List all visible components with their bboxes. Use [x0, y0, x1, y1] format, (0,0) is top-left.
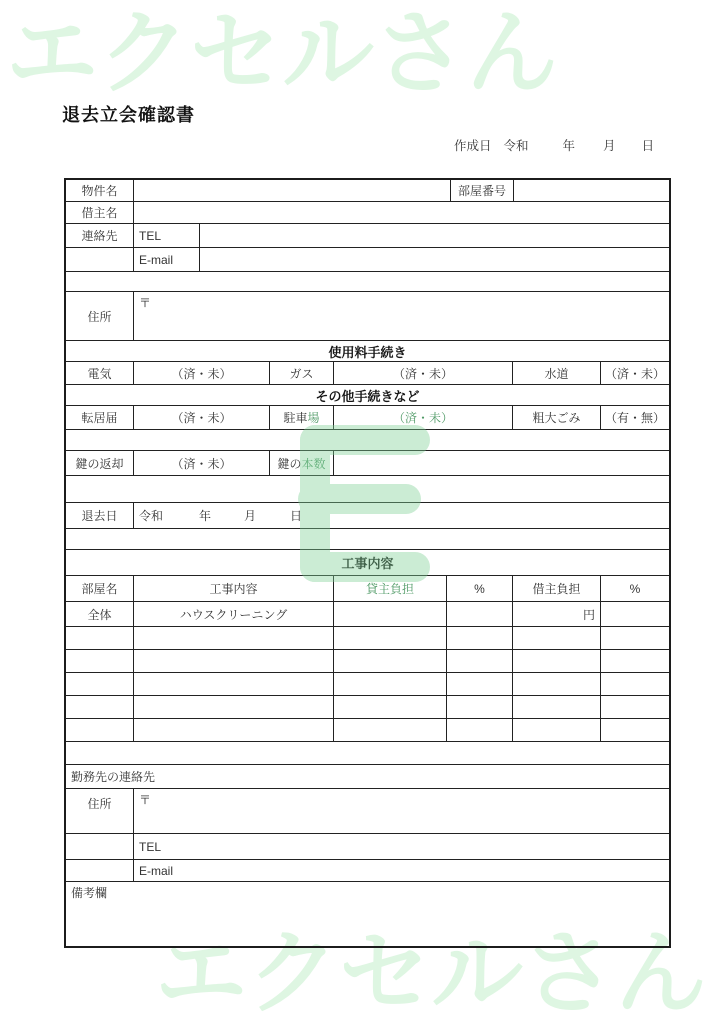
row-remarks: [66, 881, 669, 946]
row-construction-header: [66, 549, 669, 575]
workplace-section-title: 勤務先の連絡先: [71, 770, 156, 784]
construction-detail-cell[interactable]: [133, 627, 333, 649]
construction-row: [66, 695, 669, 718]
construction-room-cell[interactable]: [66, 696, 133, 718]
row-other-status: [66, 405, 669, 429]
construction-tenant-cell[interactable]: [512, 627, 600, 649]
key-count-label-green: 本数: [301, 456, 326, 471]
construction-room-cell[interactable]: [66, 650, 133, 672]
col-room-name: 部屋名: [81, 582, 118, 596]
created-label: 作成日: [454, 139, 492, 153]
construction-tenant-pct-cell[interactable]: [600, 650, 669, 672]
moving-label: 転居届: [81, 411, 118, 425]
row-construction-columns: [66, 575, 669, 601]
construction-landlord-pct-cell[interactable]: [446, 627, 512, 649]
workplace-tel-label: TEL: [139, 839, 162, 854]
row-blank: [66, 475, 669, 502]
address-label: 住所: [87, 309, 112, 324]
other-section-title: その他手続きなど: [315, 388, 420, 404]
row-workplace-email: [66, 859, 669, 881]
tel-label: TEL: [133, 224, 199, 247]
row-property: [66, 180, 669, 201]
created-era: 令和: [503, 139, 529, 153]
construction-tenant-cell[interactable]: [512, 673, 600, 695]
moveout-date-label: 退去日: [81, 509, 118, 523]
row-moveout-date: [66, 502, 669, 528]
workplace-postal-mark: 〒: [139, 793, 152, 807]
workplace-email-label: E-mail: [139, 863, 174, 878]
construction-landlord-cell[interactable]: [333, 696, 446, 718]
row-tenant: [66, 201, 669, 223]
row-usage-status: [66, 361, 669, 384]
moveout-era: 令和: [139, 509, 164, 523]
blank-field[interactable]: [66, 430, 669, 450]
water-label: 水道: [512, 362, 600, 384]
blank-field[interactable]: [66, 272, 669, 291]
blank-field[interactable]: [66, 742, 669, 764]
moveout-year-label: 年: [199, 509, 212, 523]
construction-landlord-pct-cell[interactable]: [446, 650, 512, 672]
row-workplace-address: [66, 788, 669, 833]
contact-label: 連絡先: [81, 229, 118, 243]
construction-section-title: 工事内容: [341, 556, 394, 571]
parking-label-dark: 駐車: [283, 411, 308, 425]
row-workplace-header: [66, 764, 669, 788]
workplace-email-spacer: [66, 860, 133, 881]
trash-label: 粗大ごみ: [512, 406, 600, 429]
created-day-label: 日: [641, 139, 655, 153]
parking-label: [269, 406, 333, 429]
construction-tenant-pct-cell[interactable]: [600, 719, 669, 741]
created-date-line: [454, 136, 654, 154]
moveout-date-field[interactable]: [133, 503, 669, 528]
moveout-month-label: 月: [244, 509, 257, 523]
col-landlord-percent: %: [446, 576, 512, 601]
col-landlord-burden: 貸主負担: [333, 576, 446, 601]
tenant-name-label: 借主名: [81, 206, 118, 220]
key-count-label-dark: 鍵の: [277, 456, 302, 471]
created-year-label: 年: [562, 139, 576, 153]
watermark-top: エクセルさん: [6, 3, 559, 105]
moveout-day-label: 日: [290, 509, 303, 523]
workplace-address-label: 住所: [87, 797, 112, 811]
construction-tenant-cell[interactable]: [512, 696, 600, 718]
workplace-email-field[interactable]: [133, 860, 669, 881]
construction-row: [66, 718, 669, 741]
construction-row: [66, 601, 669, 626]
construction-row: [66, 626, 669, 649]
construction-detail-cell[interactable]: [133, 719, 333, 741]
usage-section-title: 使用料手続き: [328, 344, 407, 360]
row-contact-email: [66, 247, 669, 271]
gas-label: ガス: [269, 362, 333, 384]
construction-tenant-pct-cell[interactable]: [600, 696, 669, 718]
col-tenant-burden: 借主負担: [512, 576, 600, 601]
construction-tenant-cell[interactable]: [512, 650, 600, 672]
room-number-label: 部屋番号: [450, 180, 513, 201]
construction-landlord-pct-cell[interactable]: [446, 696, 512, 718]
moving-status: （済・未）: [133, 406, 269, 429]
construction-tenant-pct-cell[interactable]: [600, 602, 669, 626]
construction-tenant-pct-cell[interactable]: [600, 673, 669, 695]
construction-landlord-cell[interactable]: [333, 650, 446, 672]
construction-room-cell[interactable]: 全体: [87, 607, 112, 622]
row-other-header: [66, 384, 669, 405]
key-count-field[interactable]: [333, 451, 669, 475]
tel-field[interactable]: [199, 224, 669, 247]
key-count-label: [269, 451, 333, 475]
electric-status: （済・未）: [133, 362, 269, 384]
electric-label: 電気: [87, 366, 112, 381]
room-number-field[interactable]: [513, 180, 669, 201]
row-blank: [66, 741, 669, 764]
construction-room-cell[interactable]: [66, 673, 133, 695]
construction-row: [66, 649, 669, 672]
gas-status: （済・未）: [333, 362, 512, 384]
construction-tenant-cell[interactable]: 円: [512, 602, 600, 626]
construction-detail-cell[interactable]: [133, 696, 333, 718]
parking-label-green: 場: [307, 411, 320, 425]
remarks-field[interactable]: [66, 882, 669, 946]
key-return-label: 鍵の返却: [75, 456, 124, 471]
row-blank: [66, 271, 669, 291]
water-status: （済・未）: [600, 362, 669, 384]
col-tenant-percent: %: [600, 576, 669, 601]
trash-status: （有・無）: [600, 406, 669, 429]
construction-detail-cell[interactable]: [133, 673, 333, 695]
construction-landlord-pct-cell[interactable]: [446, 602, 512, 626]
construction-room-cell[interactable]: [66, 627, 133, 649]
construction-room-cell[interactable]: [66, 719, 133, 741]
postal-mark: 〒: [139, 296, 152, 310]
watermark-bottom: エクセルさん: [155, 923, 708, 1024]
email-label: E-mail: [133, 248, 199, 271]
row-address: [66, 291, 669, 340]
construction-landlord-pct-cell[interactable]: [446, 673, 512, 695]
construction-detail-cell[interactable]: ハウスクリーニング: [133, 602, 333, 626]
tenant-name-field[interactable]: [133, 202, 669, 223]
row-key: [66, 450, 669, 475]
key-return-status: （済・未）: [133, 451, 269, 475]
property-name-label: 物件名: [81, 184, 118, 198]
row-blank: [66, 429, 669, 450]
row-usage-header: [66, 340, 669, 361]
workplace-tel-spacer: [66, 834, 133, 859]
workplace-address-field[interactable]: [133, 789, 669, 833]
contact-spacer: [66, 248, 133, 271]
email-field[interactable]: [199, 248, 669, 271]
construction-tenant-pct-cell[interactable]: [600, 627, 669, 649]
row-workplace-tel: [66, 833, 669, 859]
construction-row: [66, 672, 669, 695]
address-field[interactable]: [133, 292, 669, 340]
blank-field[interactable]: [66, 529, 669, 549]
construction-landlord-pct-cell[interactable]: [446, 719, 512, 741]
workplace-tel-field[interactable]: [133, 834, 669, 859]
construction-landlord-cell[interactable]: [333, 627, 446, 649]
construction-landlord-cell[interactable]: [333, 719, 446, 741]
parking-status: （済・未）: [333, 406, 512, 429]
row-contact-tel: [66, 223, 669, 247]
remarks-label: 備考欄: [71, 886, 108, 900]
construction-landlord-cell[interactable]: [333, 602, 446, 626]
page-title: 退去立会確認書: [62, 105, 195, 125]
col-work-detail: 工事内容: [133, 576, 333, 601]
moveout-form-table: [64, 178, 671, 948]
row-blank: [66, 528, 669, 549]
construction-detail-cell[interactable]: [133, 650, 333, 672]
construction-tenant-cell[interactable]: [512, 719, 600, 741]
created-month-label: 月: [603, 139, 616, 153]
blank-field[interactable]: [66, 476, 669, 502]
property-name-field[interactable]: [133, 180, 450, 201]
construction-landlord-cell[interactable]: [333, 673, 446, 695]
